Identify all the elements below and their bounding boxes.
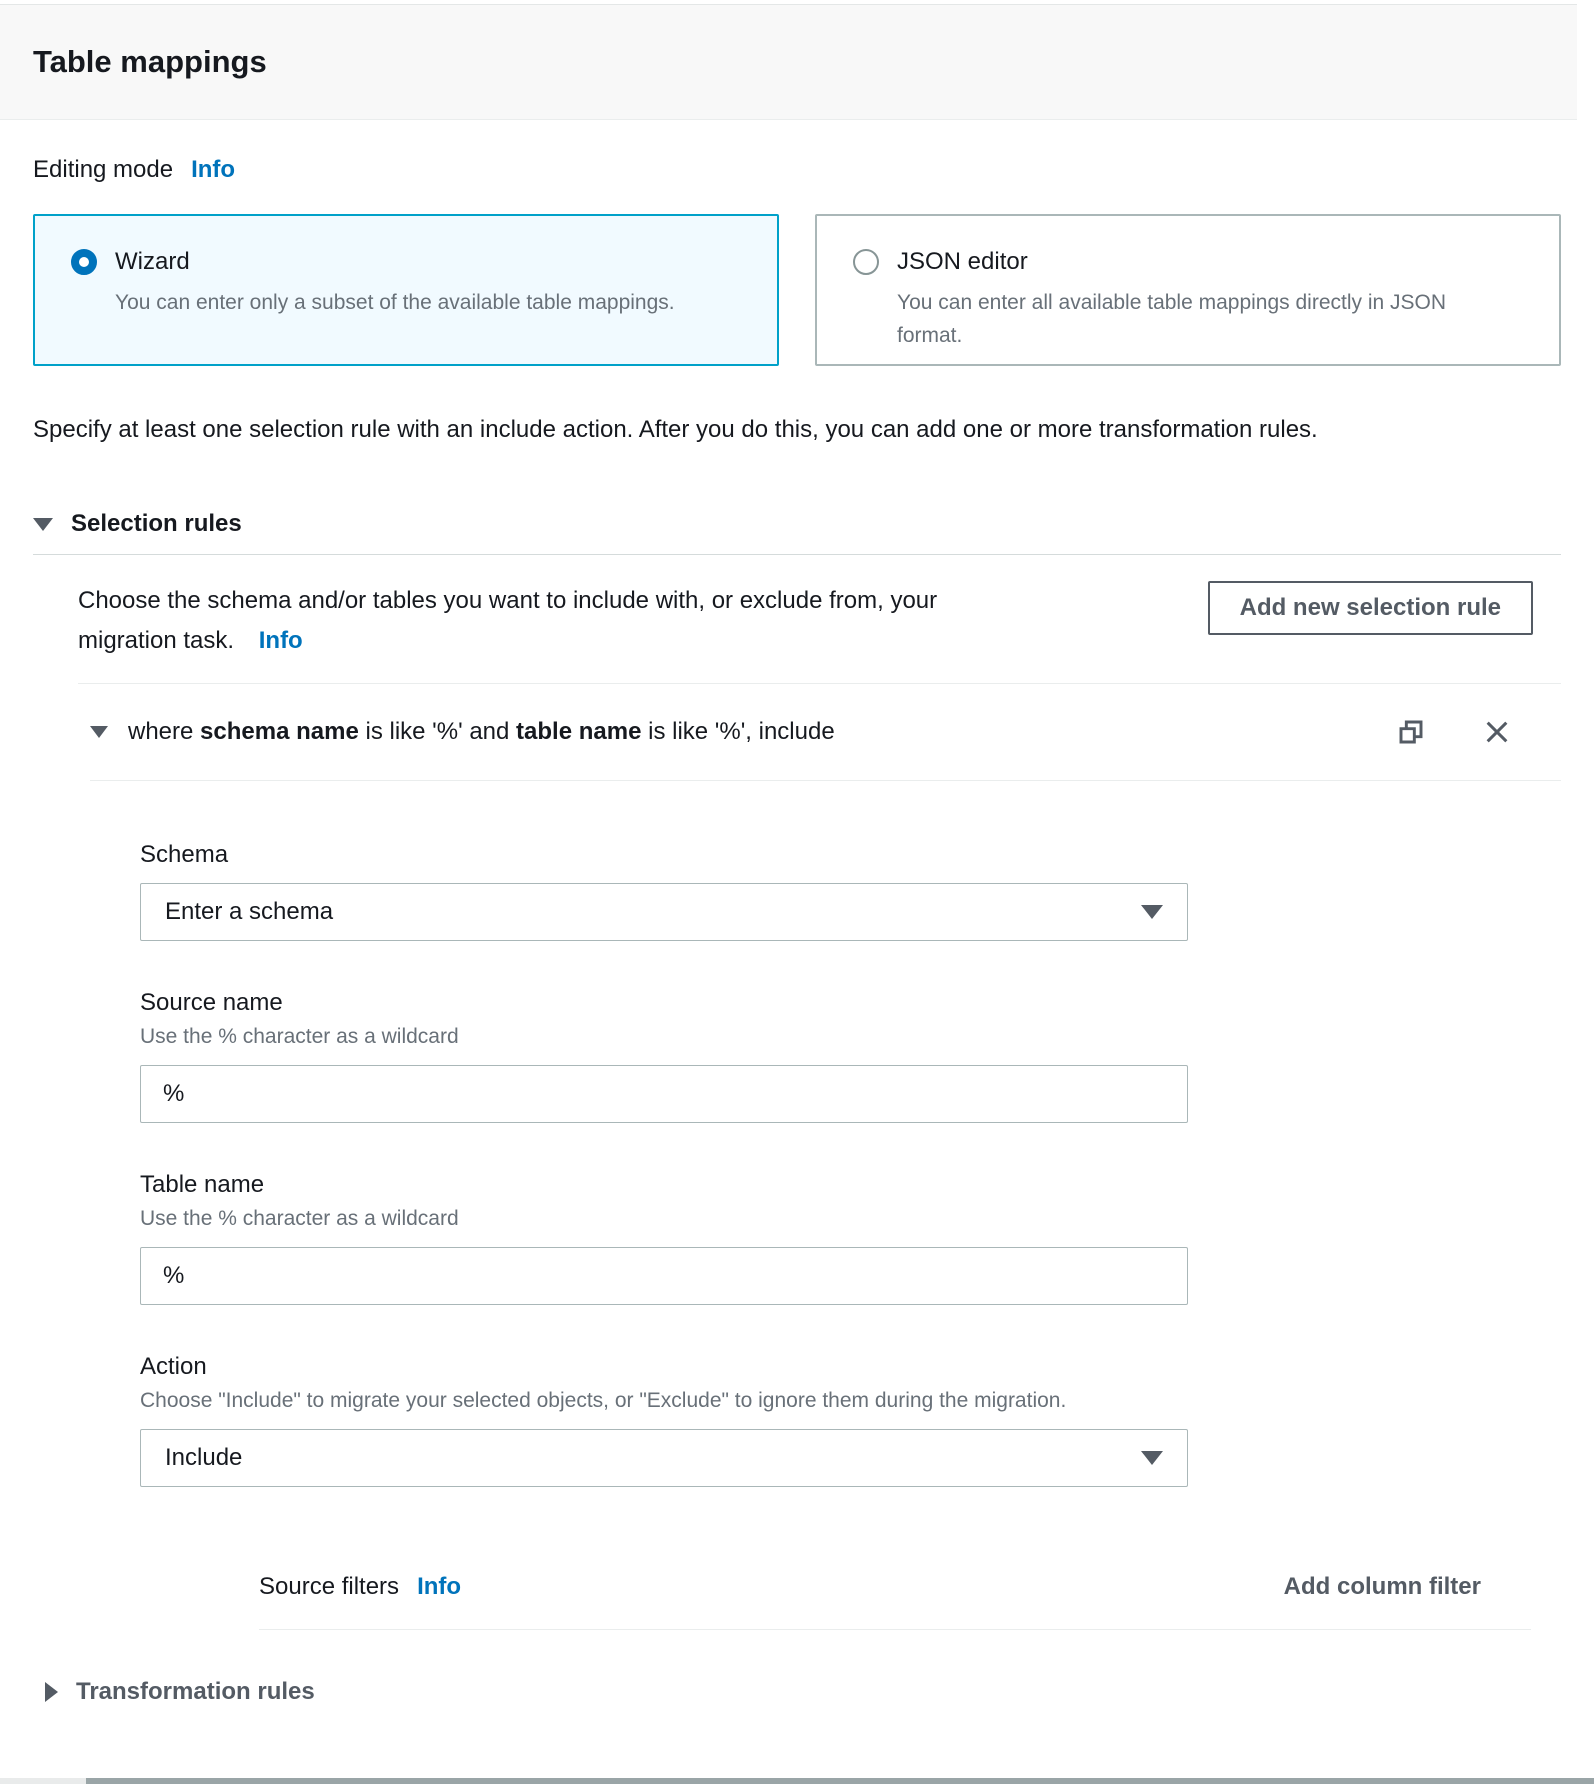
tile-json-editor[interactable]: [815, 214, 1561, 366]
tile-wizard-head: [71, 248, 747, 276]
chevron-right-icon: [45, 1682, 58, 1702]
main-content: [0, 120, 1594, 1706]
json-editor-description: You can enter all available table mappings directly in JSON format.: [897, 291, 1447, 347]
schema-field-group: [140, 841, 1561, 941]
selection-rules-info-link[interactable]: Info: [258, 627, 303, 654]
selection-rules-intro-row: [33, 581, 1561, 661]
editing-mode-label: Editing mode: [33, 156, 174, 183]
page-header: [0, 4, 1577, 120]
schema-select-value: Enter a schema: [165, 898, 334, 925]
divider: [259, 1629, 1531, 1630]
source-filters-label: Source filters: [259, 1573, 400, 1600]
rule-summary-part: is like '%' and: [358, 718, 517, 745]
transformation-rules-header[interactable]: [33, 1678, 1561, 1706]
close-icon[interactable]: [1483, 718, 1511, 746]
wizard-description: You can enter only a subset of the available table mappings.: [115, 291, 675, 314]
copy-icon[interactable]: [1395, 716, 1427, 748]
transformation-rules-title: Transformation rules: [76, 1678, 315, 1705]
table-name-help: Use the % character as a wildcard: [140, 1207, 459, 1230]
action-select[interactable]: [140, 1429, 1188, 1487]
wizard-radio-icon[interactable]: [71, 249, 97, 275]
action-field-group: [140, 1353, 1561, 1487]
editing-mode-row: [33, 156, 1561, 184]
source-filters-left: [259, 1573, 461, 1601]
chevron-down-icon: [1141, 905, 1163, 919]
source-filters-info-link[interactable]: Info: [417, 1573, 462, 1600]
table-name-field-group: [140, 1171, 1561, 1305]
action-label: Action: [140, 1353, 207, 1380]
table-name-input[interactable]: [140, 1247, 1188, 1305]
horizontal-scrollbar-track[interactable]: [0, 1778, 1594, 1784]
rule-summary-part: where: [128, 718, 201, 745]
source-name-input[interactable]: [140, 1065, 1188, 1123]
add-selection-rule-button[interactable]: Add new selection rule: [1208, 581, 1533, 635]
rule-body: [33, 781, 1561, 1487]
tile-wizard[interactable]: [33, 214, 779, 366]
source-name-field-group: [140, 989, 1561, 1123]
source-name-label: Source name: [140, 989, 283, 1016]
rule-summary: [128, 718, 1395, 746]
editing-mode-tiles: [33, 214, 1561, 366]
json-editor-radio-icon[interactable]: [853, 249, 879, 275]
schema-select[interactable]: [140, 883, 1188, 941]
rule-summary-table: table name: [516, 718, 642, 745]
chevron-down-icon: [1141, 1451, 1163, 1465]
selection-rules-description-text: Choose the schema and/or tables you want to include with, or exclude from, your migration task.: [78, 587, 938, 654]
editing-mode-info-link[interactable]: Info: [191, 156, 236, 183]
action-help: Choose "Include" to migrate your selected objects, or "Exclude" to ignore them during the migration.: [140, 1389, 1067, 1412]
add-column-filter-button[interactable]: Add column filter: [1283, 1573, 1481, 1600]
json-editor-label: JSON editor: [897, 248, 1028, 275]
rule-actions: [1395, 716, 1511, 748]
chevron-down-icon: [33, 518, 53, 531]
wizard-label: Wizard: [115, 248, 190, 275]
selection-rules-title: Selection rules: [71, 510, 242, 537]
divider: [33, 554, 1561, 555]
page-title: Table mappings: [33, 44, 267, 79]
table-name-label: Table name: [140, 1171, 265, 1198]
source-filters-row: [259, 1573, 1561, 1601]
rule-header-row: [33, 684, 1561, 780]
source-name-help: Use the % character as a wildcard: [140, 1025, 459, 1048]
intro-text: Specify at least one selection rule with an include action. After you do this, you can add one or more transformation rules.: [33, 416, 1318, 443]
tile-json-head: [853, 248, 1529, 276]
selection-rules-description: [78, 581, 988, 661]
rule-chevron-down-icon[interactable]: [90, 726, 108, 738]
rule-summary-part: is like '%', include: [641, 718, 835, 745]
rule-summary-schema: schema name: [200, 718, 359, 745]
schema-label: Schema: [140, 841, 229, 868]
horizontal-scrollbar-thumb[interactable]: [86, 1778, 1594, 1784]
selection-rules-header[interactable]: [33, 510, 1561, 538]
action-select-value: Include: [165, 1444, 243, 1471]
